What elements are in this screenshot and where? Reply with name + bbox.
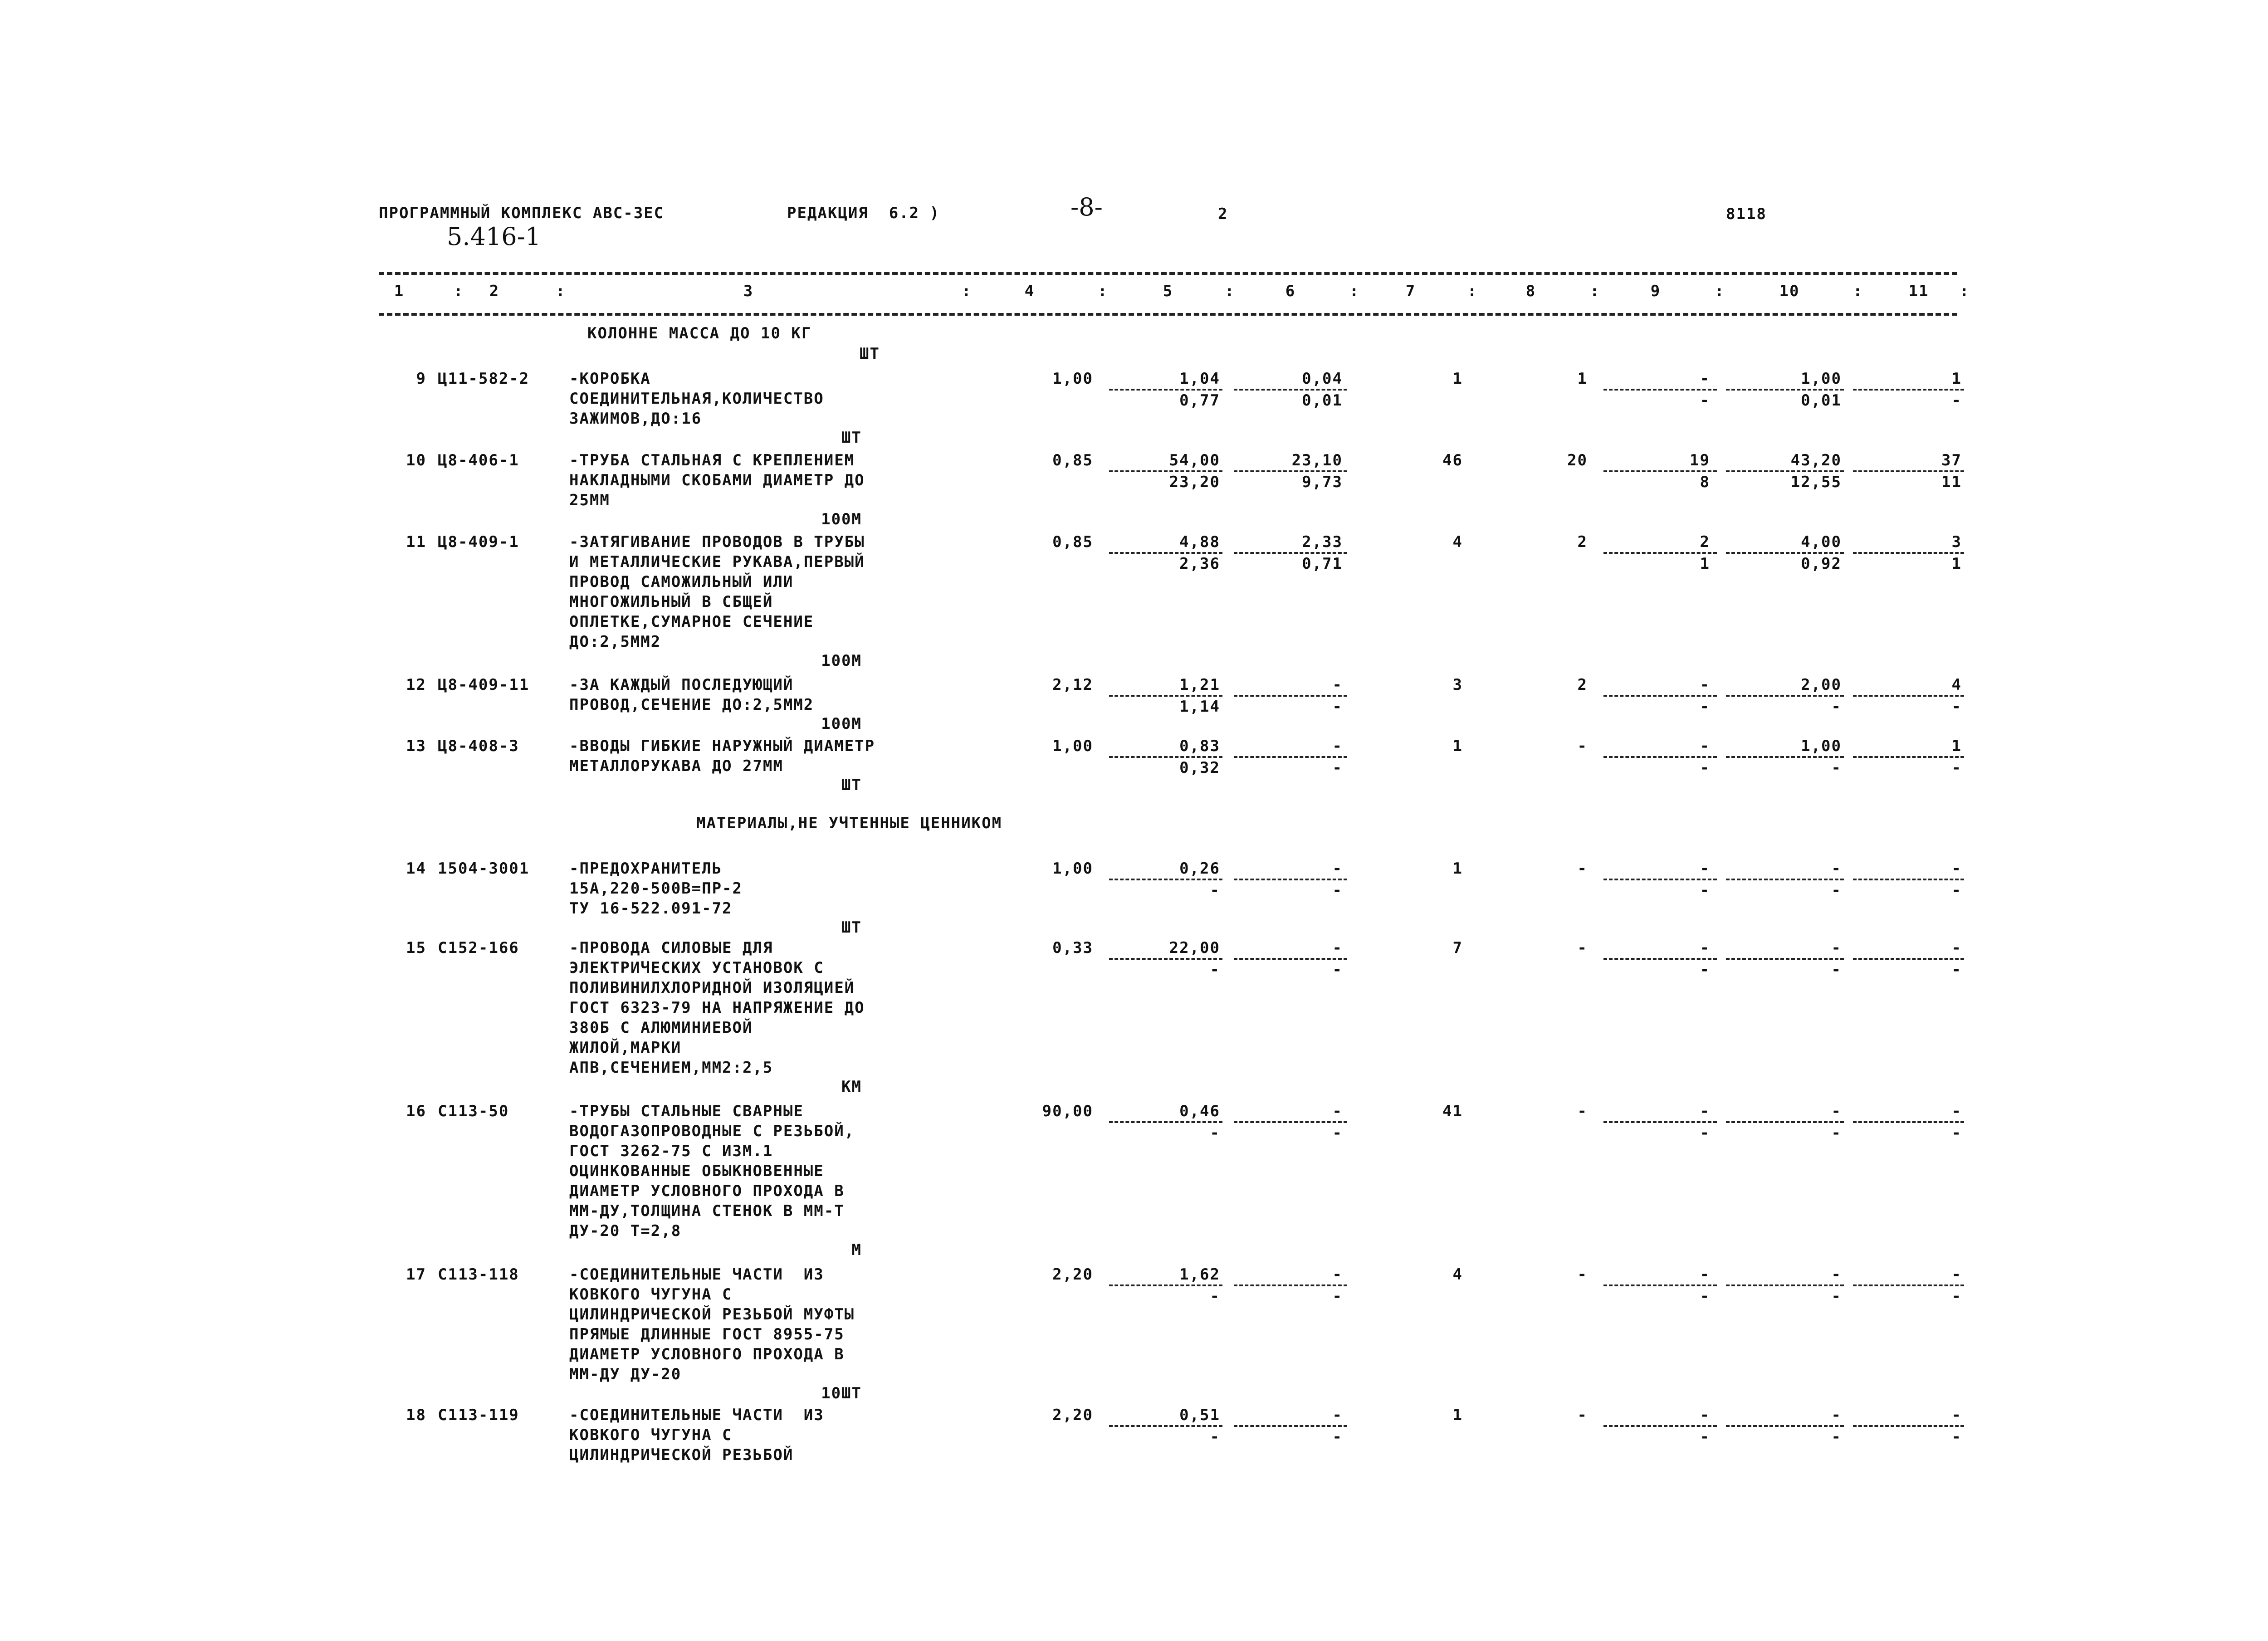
row-labor-worker: 1,00 (1801, 737, 1842, 755)
row-cost-machine: - (1700, 737, 1710, 755)
row-description-line: ГОСТ 6323-79 НА НАПРЯЖЕНИЕ ДО (569, 999, 865, 1017)
row-divider-10 (1726, 879, 1844, 880)
row-divider-6 (1234, 470, 1347, 472)
row-description-line: АПВ,СЕЧЕНИЕМ,ММ2:2,5 (569, 1059, 773, 1077)
row-labor-worker: - (1831, 1102, 1842, 1120)
row-labor-worker-b: - (1831, 961, 1842, 979)
row-unit: ШТ (841, 776, 862, 794)
row-number: 15 (406, 939, 426, 957)
row-divider-6 (1234, 695, 1347, 697)
document-code: 8118 (1726, 205, 1767, 223)
row-cost-wage: 2 (1577, 533, 1588, 551)
row-description-line: МЕТАЛЛОРУКАВА ДО 27ММ (569, 757, 783, 775)
row-cost-machine-wage: - (1700, 1428, 1710, 1446)
row-price-machine: 1,14 (1179, 698, 1220, 716)
row-labor-worker-b: - (1831, 1287, 1842, 1305)
row-divider-9 (1603, 1284, 1717, 1286)
row-labor-worker-b: - (1831, 759, 1842, 777)
row-quantity: 0,85 (1052, 533, 1093, 551)
row-price-machine: - (1210, 1287, 1220, 1305)
row-divider-11 (1853, 958, 1964, 960)
row-number: 11 (406, 533, 426, 551)
row-price-total: 1,21 (1179, 676, 1220, 694)
row-quantity: 2,12 (1052, 676, 1093, 694)
row-description-line: -КОРОБКА (569, 370, 651, 388)
row-cost-machine: - (1700, 860, 1710, 878)
row-description-line: -СОЕДИНИТЕЛЬНЫЕ ЧАСТИ ИЗ (569, 1265, 824, 1284)
row-divider-11 (1853, 1425, 1964, 1427)
row-description-line: СОЕДИНИТЕЛЬНАЯ,КОЛИЧЕСТВО (569, 390, 824, 408)
column-header-2: 2 (489, 282, 500, 300)
row-price-wage: - (1332, 737, 1343, 755)
row-price-total: 4,88 (1179, 533, 1220, 551)
column-header-3: 3 (743, 282, 754, 300)
row-description-line: 380Б С АЛЮМИНИЕВОЙ (569, 1019, 753, 1037)
row-cost-total: 41 (1442, 1102, 1463, 1120)
row-description-line: ЦИЛИНДРИЧЕСКОЙ РЕЗЬБОЙ (569, 1446, 794, 1464)
column-separator: : (556, 282, 566, 300)
row-labor-machine-b: - (1951, 961, 1962, 979)
row-divider-10 (1726, 1121, 1844, 1123)
row-cost-machine: 2 (1700, 533, 1710, 551)
row-code: Ц8-409-1 (438, 533, 519, 551)
header-rule-bottom (379, 313, 1957, 316)
row-divider-9 (1603, 389, 1717, 391)
row-number: 17 (406, 1265, 426, 1284)
row-labor-machine: - (1951, 1265, 1962, 1284)
row-quantity: 0,85 (1052, 451, 1093, 469)
page-number-handwritten: -8- (1070, 193, 1103, 221)
row-description-line: -ВВОДЫ ГИБКИЕ НАРУЖНЫЙ ДИАМЕТР (569, 737, 875, 755)
row-labor-machine: 4 (1951, 676, 1962, 694)
row-labor-worker-b: 0,92 (1801, 555, 1842, 573)
row-labor-worker-b: - (1831, 881, 1842, 899)
row-cost-machine-wage: - (1700, 1124, 1710, 1142)
row-quantity: 2,20 (1052, 1265, 1093, 1284)
row-price-machine-wage: - (1332, 1124, 1343, 1142)
row-divider-5 (1109, 756, 1222, 758)
row-unit: М (851, 1241, 862, 1259)
column-separator: : (1960, 282, 1970, 300)
row-price-wage: 2,33 (1302, 533, 1343, 551)
row-divider-6 (1234, 1121, 1347, 1123)
row-description-line: ДУ-20 Т=2,8 (569, 1222, 682, 1240)
row-price-wage: - (1332, 1265, 1343, 1284)
row-divider-6 (1234, 879, 1347, 880)
row-cost-wage: - (1577, 860, 1588, 878)
row-divider-6 (1234, 389, 1347, 391)
row-cost-machine: - (1700, 1102, 1710, 1120)
row-divider-11 (1853, 695, 1964, 697)
row-description-line: -ПРЕДОХРАНИТЕЛЬ (569, 860, 723, 878)
row-cost-wage: - (1577, 939, 1588, 957)
row-divider-9 (1603, 1121, 1717, 1123)
row-divider-10 (1726, 389, 1844, 391)
row-unit: ШТ (841, 429, 862, 447)
row-labor-worker: 2,00 (1801, 676, 1842, 694)
row-price-machine: 23,20 (1169, 473, 1220, 491)
column-separator: : (1715, 282, 1725, 300)
column-header-4: 4 (1024, 282, 1035, 300)
row-description-line: ЗАЖИМОВ,ДО:16 (569, 410, 702, 428)
row-cost-wage: 2 (1577, 676, 1588, 694)
row-description-line: ПРОВОД,СЕЧЕНИЕ ДО:2,5ММ2 (569, 696, 814, 714)
row-cost-wage: - (1577, 1406, 1588, 1424)
row-labor-worker: - (1831, 939, 1842, 957)
row-price-total: 22,00 (1169, 939, 1220, 957)
row-number: 13 (406, 737, 426, 755)
row-cost-machine-wage: 8 (1700, 473, 1710, 491)
row-cost-total: 3 (1452, 676, 1463, 694)
row-description-line: ЭЛЕКТРИЧЕСКИХ УСТАНОВОК С (569, 959, 824, 977)
row-cost-machine: - (1700, 370, 1710, 388)
row-labor-machine: 1 (1951, 737, 1962, 755)
row-labor-machine-b: 11 (1941, 473, 1962, 491)
row-labor-machine: - (1951, 1406, 1962, 1424)
row-cost-total: 1 (1452, 1406, 1463, 1424)
row-description-line: ТУ 16-522.091-72 (569, 899, 733, 918)
row-price-machine-wage: 0,01 (1302, 391, 1343, 410)
row-price-wage: 23,10 (1291, 451, 1343, 469)
row-description-line: ДО:2,5ММ2 (569, 633, 661, 651)
row-description-line: ММ-ДУ ДУ-20 (569, 1365, 682, 1383)
row-divider-10 (1726, 756, 1844, 758)
row-divider-10 (1726, 695, 1844, 697)
unit-top: ШТ (860, 345, 880, 363)
sheet-number: 2 (1218, 205, 1228, 223)
row-cost-machine-wage: 1 (1700, 555, 1710, 573)
row-divider-5 (1109, 1121, 1222, 1123)
row-labor-worker-b: 0,01 (1801, 391, 1842, 410)
row-code: С152-166 (438, 939, 519, 957)
row-divider-5 (1109, 1284, 1222, 1286)
row-labor-machine-b: - (1951, 1124, 1962, 1142)
row-code: 1504-3001 (438, 860, 530, 878)
row-cost-total: 7 (1452, 939, 1463, 957)
row-number: 14 (406, 860, 426, 878)
row-description-line: 15А,220-500В=ПР-2 (569, 879, 743, 898)
row-description-line: ОЦИНКОВАННЫЕ ОБЫКНОВЕННЫЕ (569, 1162, 824, 1180)
row-divider-6 (1234, 1284, 1347, 1286)
column-header-11: 11 (1908, 282, 1929, 300)
row-divider-5 (1109, 879, 1222, 880)
row-divider-6 (1234, 958, 1347, 960)
row-code: Ц8-409-11 (438, 676, 530, 694)
row-price-total: 0,51 (1179, 1406, 1220, 1424)
row-cost-wage: 20 (1567, 451, 1588, 469)
section-title-top: КОЛОННЕ МАССА ДО 10 КГ (587, 324, 812, 342)
row-labor-machine: 1 (1951, 370, 1962, 388)
row-divider-11 (1853, 552, 1964, 554)
row-cost-total: 1 (1452, 860, 1463, 878)
row-description-line: ПРЯМЫЕ ДЛИННЫЕ ГОСТ 8955-75 (569, 1325, 845, 1343)
row-quantity: 0,33 (1052, 939, 1093, 957)
column-header-8: 8 (1525, 282, 1536, 300)
row-divider-11 (1853, 879, 1964, 880)
row-divider-10 (1726, 1425, 1844, 1427)
row-description-line: КОВКОГО ЧУГУНА С (569, 1426, 733, 1444)
row-labor-machine-b: - (1951, 1428, 1962, 1446)
row-price-total: 1,62 (1179, 1265, 1220, 1284)
row-divider-10 (1726, 552, 1844, 554)
row-cost-machine: 19 (1690, 451, 1710, 469)
row-price-machine-wage: - (1332, 698, 1343, 716)
row-divider-5 (1109, 958, 1222, 960)
row-description-line: ММ-ДУ,ТОЛЩИНА СТЕНОК В ММ-Т (569, 1202, 845, 1220)
row-divider-9 (1603, 552, 1717, 554)
row-price-wage: - (1332, 939, 1343, 957)
row-price-machine-wage: - (1332, 961, 1343, 979)
row-divider-9 (1603, 879, 1717, 880)
row-price-total: 0,83 (1179, 737, 1220, 755)
row-cost-wage: - (1577, 1102, 1588, 1120)
row-price-machine-wage: - (1332, 759, 1343, 777)
column-separator: : (1098, 282, 1108, 300)
row-cost-machine-wage: - (1700, 881, 1710, 899)
row-number: 18 (406, 1406, 426, 1424)
row-cost-total: 46 (1442, 451, 1463, 469)
column-separator: : (1349, 282, 1360, 300)
column-header-7: 7 (1405, 282, 1416, 300)
row-labor-machine: - (1951, 860, 1962, 878)
row-description-line: ГОСТ 3262-75 С ИЗМ.1 (569, 1142, 773, 1160)
row-description-line: ЖИЛОЙ,МАРКИ (569, 1039, 682, 1057)
row-price-wage: - (1332, 1406, 1343, 1424)
row-cost-machine-wage: - (1700, 759, 1710, 777)
row-price-machine: 2,36 (1179, 555, 1220, 573)
row-price-total: 54,00 (1169, 451, 1220, 469)
row-price-wage: - (1332, 676, 1343, 694)
row-divider-9 (1603, 695, 1717, 697)
row-cost-wage: 1 (1577, 370, 1588, 388)
row-price-machine-wage: - (1332, 881, 1343, 899)
row-quantity: 1,00 (1052, 737, 1093, 755)
row-description-line: ДИАМЕТР УСЛОВНОГО ПРОХОДА В (569, 1345, 845, 1363)
row-quantity: 2,20 (1052, 1406, 1093, 1424)
row-labor-worker-b: - (1831, 1428, 1842, 1446)
row-divider-5 (1109, 1425, 1222, 1427)
row-price-machine: - (1210, 961, 1220, 979)
column-header-10: 10 (1779, 282, 1800, 300)
row-divider-11 (1853, 1121, 1964, 1123)
row-labor-worker: 43,20 (1790, 451, 1842, 469)
row-divider-10 (1726, 958, 1844, 960)
row-price-machine: 0,77 (1179, 391, 1220, 410)
row-divider-9 (1603, 756, 1717, 758)
row-labor-worker: 4,00 (1801, 533, 1842, 551)
row-description-line: ВОДОГАЗОПРОВОДНЫЕ С РЕЗЬБОЙ, (569, 1122, 855, 1140)
column-header-6: 6 (1285, 282, 1296, 300)
column-header-5: 5 (1163, 282, 1173, 300)
row-description-line: 25ММ (569, 491, 610, 509)
row-labor-worker-b: - (1831, 1124, 1842, 1142)
row-price-total: 0,26 (1179, 860, 1220, 878)
row-divider-9 (1603, 958, 1717, 960)
row-price-machine-wage: 9,73 (1302, 473, 1343, 491)
row-description-line: -ЗА КАЖДЫЙ ПОСЛЕДУЮЩИЙ (569, 676, 794, 694)
row-cost-total: 1 (1452, 370, 1463, 388)
column-header-9: 9 (1650, 282, 1661, 300)
row-description-line: ДИАМЕТР УСЛОВНОГО ПРОХОДА В (569, 1182, 845, 1200)
row-number: 16 (406, 1102, 426, 1120)
row-number: 10 (406, 451, 426, 469)
row-divider-9 (1603, 1425, 1717, 1427)
row-description-line: ЦИЛИНДРИЧЕСКОЙ РЕЗЬБОЙ МУФТЫ (569, 1305, 855, 1324)
row-divider-11 (1853, 470, 1964, 472)
row-divider-6 (1234, 756, 1347, 758)
row-unit: КМ (841, 1078, 862, 1096)
row-description-line: И МЕТАЛЛИЧЕСКИЕ РУКАВА,ПЕРВЫЙ (569, 553, 865, 571)
row-divider-5 (1109, 389, 1222, 391)
header-rule-top (379, 272, 1957, 275)
row-price-wage: - (1332, 860, 1343, 878)
row-divider-11 (1853, 1284, 1964, 1286)
row-description-line: ПРОВОД САМОЖИЛЬНЫЙ ИЛИ (569, 573, 794, 591)
row-description-line: -ПРОВОДА СИЛОВЫЕ ДЛЯ (569, 939, 773, 957)
row-price-machine: 0,32 (1179, 759, 1220, 777)
column-separator: : (1467, 282, 1478, 300)
row-price-total: 1,04 (1179, 370, 1220, 388)
row-description-line: -СОЕДИНИТЕЛЬНЫЕ ЧАСТИ ИЗ (569, 1406, 824, 1424)
row-divider-6 (1234, 552, 1347, 554)
row-labor-machine: - (1951, 939, 1962, 957)
row-cost-total: 4 (1452, 533, 1463, 551)
row-divider-10 (1726, 1284, 1844, 1286)
row-description-line: МНОГОЖИЛЬНЫЙ В СБЩЕЙ (569, 593, 773, 611)
row-quantity: 90,00 (1042, 1102, 1093, 1120)
row-divider-10 (1726, 470, 1844, 472)
row-cost-total: 1 (1452, 737, 1463, 755)
row-unit: 100М (821, 510, 862, 528)
row-price-machine-wage: 0,71 (1302, 555, 1343, 573)
row-cost-wage: - (1577, 737, 1588, 755)
row-cost-machine-wage: - (1700, 391, 1710, 410)
row-number: 9 (416, 370, 426, 388)
row-labor-machine: 37 (1941, 451, 1962, 469)
column-header-1: 1 (394, 282, 405, 300)
row-cost-machine: - (1700, 676, 1710, 694)
row-cost-machine: - (1700, 1265, 1710, 1284)
row-labor-machine-b: - (1951, 759, 1962, 777)
column-separator: : (1225, 282, 1235, 300)
row-labor-machine: - (1951, 1102, 1962, 1120)
row-code: С113-50 (438, 1102, 509, 1120)
row-price-machine: - (1210, 1124, 1220, 1142)
row-labor-worker: - (1831, 1406, 1842, 1424)
row-divider-5 (1109, 470, 1222, 472)
row-labor-machine-b: - (1951, 1287, 1962, 1305)
row-unit: 100М (821, 652, 862, 670)
row-price-machine: - (1210, 881, 1220, 899)
row-labor-worker: - (1831, 1265, 1842, 1284)
row-code: С113-119 (438, 1406, 519, 1424)
row-labor-machine-b: - (1951, 391, 1962, 410)
section-title-materials: МАТЕРИАЛЫ,НЕ УЧТЕННЫЕ ЦЕННИКОМ (696, 814, 1002, 832)
row-price-wage: - (1332, 1102, 1343, 1120)
row-price-machine: - (1210, 1428, 1220, 1446)
row-cost-machine-wage: - (1700, 698, 1710, 716)
row-unit: 10ШТ (821, 1384, 862, 1402)
row-labor-machine-b: - (1951, 881, 1962, 899)
program-title: ПРОГРАММНЫЙ КОМПЛЕКС АВС-3ЕС (379, 204, 665, 222)
row-cost-total: 4 (1452, 1265, 1463, 1284)
row-labor-worker: 1,00 (1801, 370, 1842, 388)
row-labor-machine-b: 1 (1951, 555, 1962, 573)
row-cost-machine: - (1700, 939, 1710, 957)
row-quantity: 1,00 (1052, 860, 1093, 878)
row-description-line: КОВКОГО ЧУГУНА С (569, 1285, 733, 1304)
row-cost-wage: - (1577, 1265, 1588, 1284)
row-description-line: НАКЛАДНЫМИ СКОБАМИ ДИАМЕТР ДО (569, 471, 865, 489)
row-divider-11 (1853, 756, 1964, 758)
row-unit: 100М (821, 715, 862, 733)
row-code: Ц8-406-1 (438, 451, 519, 469)
row-cost-machine-wage: - (1700, 961, 1710, 979)
row-divider-9 (1603, 470, 1717, 472)
row-description-line: ПОЛИВИНИЛХЛОРИДНОЙ ИЗОЛЯЦИЕЙ (569, 979, 855, 997)
row-quantity: 1,00 (1052, 370, 1093, 388)
row-description-line: -ТРУБА СТАЛЬНАЯ С КРЕПЛЕНИЕМ (569, 451, 855, 469)
row-description-line: ОПЛЕТКЕ,СУМАРНОЕ СЕЧЕНИЕ (569, 613, 814, 631)
row-description-line: -ЗАТЯГИВАНИЕ ПРОВОДОВ В ТРУБЫ (569, 533, 865, 551)
row-labor-machine: 3 (1951, 533, 1962, 551)
row-labor-worker: - (1831, 860, 1842, 878)
row-divider-5 (1109, 695, 1222, 697)
row-divider-5 (1109, 552, 1222, 554)
row-code: С113-118 (438, 1265, 519, 1284)
edition-label: РЕДАКЦИЯ 6.2 ) (787, 204, 940, 222)
row-price-wage: 0,04 (1302, 370, 1343, 388)
row-labor-worker-b: 12,55 (1790, 473, 1842, 491)
row-cost-machine: - (1700, 1406, 1710, 1424)
row-unit: ШТ (841, 918, 862, 937)
row-divider-11 (1853, 389, 1964, 391)
row-cost-machine-wage: - (1700, 1287, 1710, 1305)
row-price-machine-wage: - (1332, 1287, 1343, 1305)
row-price-machine-wage: - (1332, 1428, 1343, 1446)
row-price-total: 0,46 (1179, 1102, 1220, 1120)
row-labor-machine-b: - (1951, 698, 1962, 716)
row-code: Ц8-408-3 (438, 737, 519, 755)
row-code: Ц11-582-2 (438, 370, 530, 388)
column-separator: : (962, 282, 972, 300)
column-separator: : (1853, 282, 1863, 300)
row-number: 12 (406, 676, 426, 694)
row-labor-worker-b: - (1831, 698, 1842, 716)
column-separator: : (1590, 282, 1600, 300)
row-description-line: -ТРУБЫ СТАЛЬНЫЕ СВАРНЫЕ (569, 1102, 804, 1120)
column-separator: : (454, 282, 464, 300)
row-divider-6 (1234, 1425, 1347, 1427)
document-reference-handwritten: 5.416-1 (447, 222, 541, 251)
